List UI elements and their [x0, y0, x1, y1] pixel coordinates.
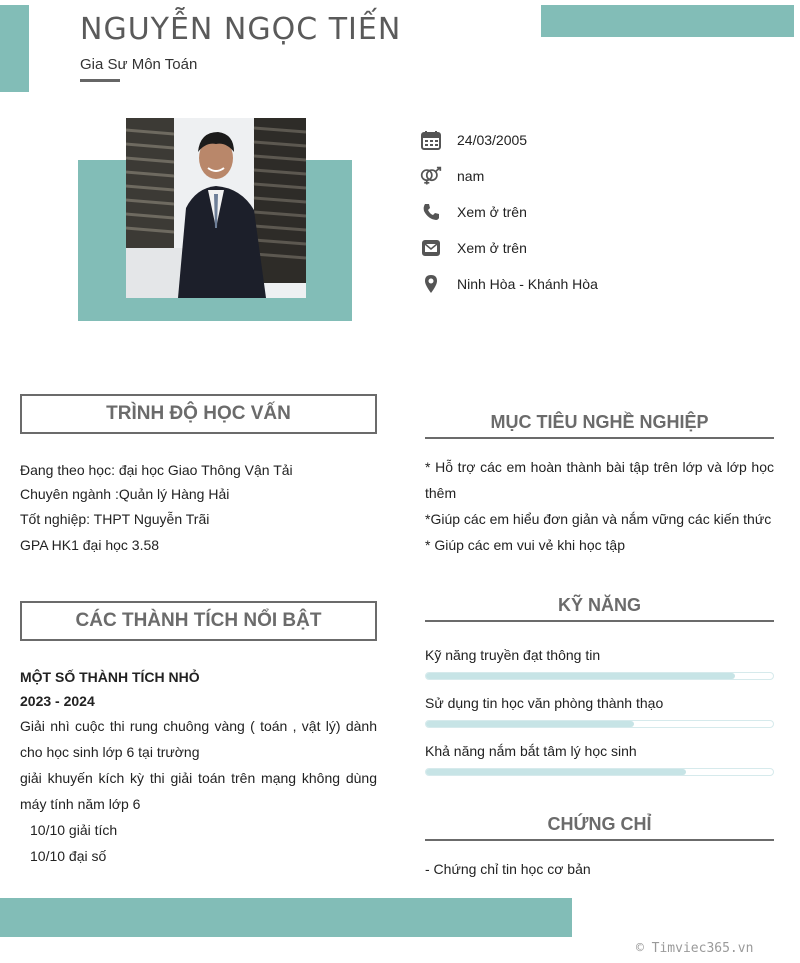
education-line: Tốt nghiệp: THPT Nguyễn Trãi [20, 511, 210, 527]
title-underline [80, 79, 120, 82]
certificate-item: - Chứng chỉ tin học cơ bản [425, 861, 591, 877]
objective-item: * Giúp các em vui vẻ khi học tập [425, 537, 625, 553]
location-text: Ninh Hòa - Khánh Hòa [457, 276, 598, 292]
skill-label: Sử dụng tin học văn phòng thành thạo [425, 695, 664, 711]
contact-row-birthday [420, 128, 528, 152]
email-text: Xem ở trên [457, 240, 527, 256]
contact-row-gender [420, 164, 485, 188]
job-title: Gia Sư Môn Toán [80, 56, 198, 73]
location-icon [420, 273, 442, 295]
objective-item: *Giúp các em hiểu đơn giản và nắm vững các kiến thức [425, 511, 772, 527]
education-heading: TRÌNH ĐỘ HỌC VẤN [20, 394, 377, 434]
skill-bar [425, 768, 774, 776]
achievements-period: 2023 - 2024 [20, 693, 95, 709]
skill-bar-fill [426, 769, 686, 775]
phone-icon [420, 201, 442, 223]
achievement-score: 10/10 đại số [30, 848, 107, 864]
achievements-subtitle: MỘT SỐ THÀNH TÍCH NHỎ [20, 669, 200, 685]
profile-photo [126, 118, 306, 298]
skill-bar [425, 672, 774, 680]
achievement-score: 10/10 giải tích [30, 822, 118, 838]
phone-text: Xem ở trên [457, 204, 527, 220]
achievement-paragraph: Giải nhì cuộc thi rung chuông vàng ( toán , vật lý) dành cho học sinh lớp 6 tại trường [20, 718, 377, 760]
achievements-heading: CÁC THÀNH TÍCH NỔI BẬT [20, 601, 377, 641]
objective-item: * Hỗ trợ các em hoàn thành bài tập trên lớp và lớp học thêm [425, 459, 774, 501]
top-right-accent-bar [541, 5, 794, 37]
skill-label: Khả năng nắm bắt tâm lý học sinh [425, 743, 637, 759]
achievement-paragraph: giải khuyến kích kỳ thi giải toán trên mạng không dùng máy tính năm lớp 6 [20, 770, 377, 812]
skill-bar-fill [426, 721, 634, 727]
skills-heading: KỸ NĂNG [425, 595, 774, 622]
contact-row-phone [420, 200, 527, 224]
skill-bar-fill [426, 673, 735, 679]
candidate-name: NGUYỄN NGỌC TIẾN [80, 12, 402, 47]
contact-row-location [420, 272, 598, 296]
watermark: © Timviec365.vn [636, 941, 754, 956]
skill-label: Kỹ năng truyền đạt thông tin [425, 647, 601, 663]
certificates-heading: CHỨNG CHỈ [425, 814, 774, 841]
skill-bar [425, 720, 774, 728]
calendar-icon [420, 129, 442, 151]
email-icon [420, 237, 442, 259]
gender-icon [420, 165, 442, 187]
objective-heading: MỤC TIÊU NGHỀ NGHIỆP [425, 412, 774, 439]
education-line: Đang theo học: đại học Giao Thông Vận Tải [20, 462, 293, 478]
education-line: Chuyên ngành :Quản lý Hàng Hải [20, 486, 230, 502]
contact-row-email [420, 236, 527, 260]
bottom-accent-bar [0, 898, 572, 937]
education-line: GPA HK1 đại học 3.58 [20, 537, 160, 553]
left-accent-bar [0, 5, 29, 92]
birthday-text: 24/03/2005 [457, 132, 528, 148]
gender-text: nam [457, 168, 485, 184]
